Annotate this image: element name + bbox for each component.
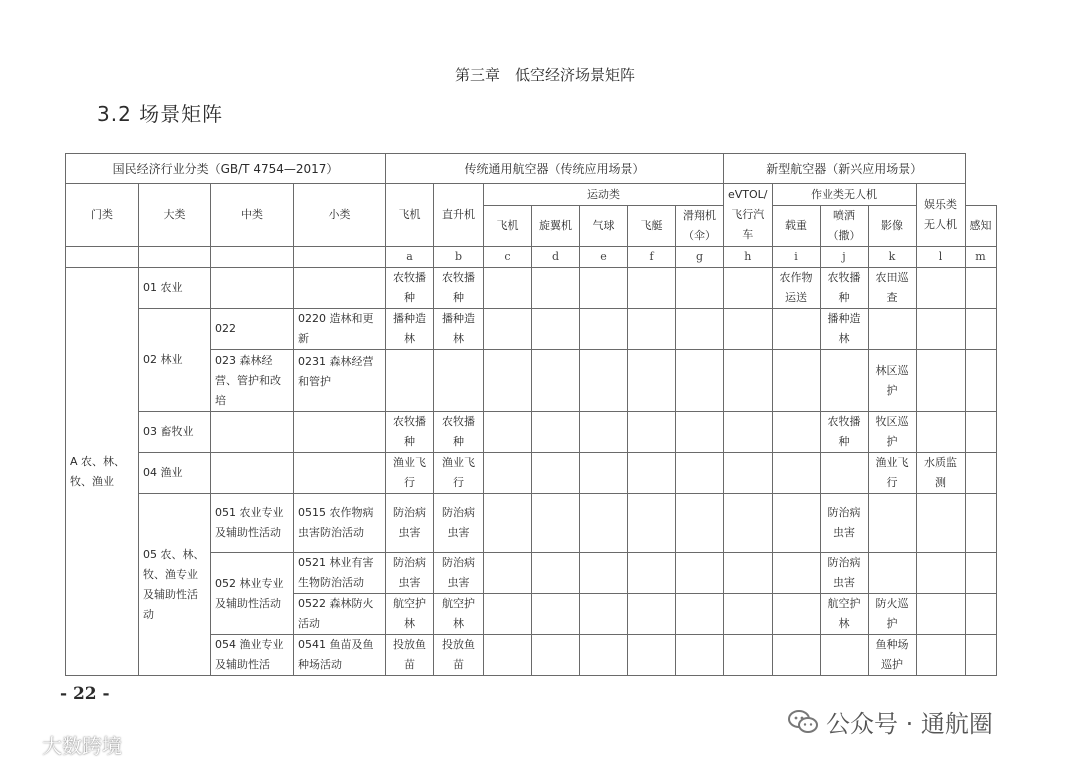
cell-a: 航空护林 [386, 594, 434, 635]
col-plane: 飞机 [386, 184, 434, 247]
cell-k: 防火巡护 [868, 594, 916, 635]
cell-b: 渔业飞行 [434, 453, 484, 494]
cell-j: 航空护林 [820, 594, 868, 635]
zhong-cell: 022 [211, 309, 294, 350]
code-e: e [580, 247, 628, 268]
watermark [10, 730, 122, 759]
code-j: j [820, 247, 868, 268]
col-xiao: 小类 [294, 184, 386, 247]
table-row [66, 309, 997, 350]
cell-j: 播种造林 [820, 309, 868, 350]
header-row-2 [66, 184, 997, 206]
col-s-plane: 飞机 [484, 206, 532, 247]
cell-a: 防治病虫害 [386, 494, 434, 553]
col-sense: 感知 [965, 206, 996, 247]
col-men: 门类 [66, 184, 139, 247]
table-row [66, 412, 997, 453]
code-l: l [916, 247, 965, 268]
xiao-cell: 0541 鱼苗及鱼种场活动 [294, 635, 386, 676]
cell-l: 水质监测 [916, 453, 965, 494]
cell-k: 林区巡护 [868, 350, 916, 412]
sport-header: 运动类 [484, 184, 724, 206]
code-i: i [772, 247, 820, 268]
cell-j: 农牧播种 [820, 412, 868, 453]
da-cell: 05 农、林、牧、渔专业及辅助性活动 [139, 494, 211, 676]
cell-k: 渔业飞行 [868, 453, 916, 494]
code-b: b [434, 247, 484, 268]
work-drone-header: 作业类无人机 [772, 184, 916, 206]
weibo-icon [10, 732, 38, 757]
cell-a: 投放鱼苗 [386, 635, 434, 676]
table-row [66, 494, 997, 553]
code-f: f [628, 247, 676, 268]
scenario-matrix-table [65, 153, 997, 676]
cell-b: 农牧播种 [434, 412, 484, 453]
cell-b: 农牧播种 [434, 268, 484, 309]
col-airship: 飞艇 [628, 206, 676, 247]
xiao-cell: 0231 森林经营和管护 [294, 350, 386, 412]
zhong-cell: 052 林业专业及辅助性活动 [211, 553, 294, 635]
da-cell: 04 渔业 [139, 453, 211, 494]
traditional-header: 传统通用航空器（传统应用场景） [386, 154, 724, 184]
col-balloon: 气球 [580, 206, 628, 247]
chapter-title: 第三章 低空经济场景矩阵 [454, 66, 635, 84]
cell-j: 防治病虫害 [820, 494, 868, 553]
zhong-cell: 023 森林经营、管护和改培 [211, 350, 294, 412]
col-spray: 喷洒（撒） [820, 206, 868, 247]
section-title: 3.2 场景矩阵 [97, 102, 224, 126]
zhong-cell: 051 农业专业及辅助性活动 [211, 494, 294, 553]
code-k: k [868, 247, 916, 268]
watermark-text: 大数跨境 [42, 734, 122, 758]
cell-b: 航空护林 [434, 594, 484, 635]
col-evtol: eVTOL/飞行汽车 [724, 184, 773, 247]
col-heli: 直升机 [434, 184, 484, 247]
cell-b: 投放鱼苗 [434, 635, 484, 676]
col-zhong: 中类 [211, 184, 294, 247]
table-row [66, 453, 997, 494]
col-image: 影像 [868, 206, 916, 247]
col-carry: 载重 [772, 206, 820, 247]
xiao-cell: 0220 造林和更新 [294, 309, 386, 350]
wechat-icon [788, 709, 818, 735]
cell-a: 农牧播种 [386, 268, 434, 309]
cell-b: 播种造林 [434, 309, 484, 350]
code-g: g [676, 247, 724, 268]
new-header: 新型航空器（新兴应用场景） [724, 154, 966, 184]
da-cell: 01 农业 [139, 268, 211, 309]
account-name: 公众号 · 通航圈 [826, 710, 993, 738]
category-cell: A 农、林、牧、渔业 [66, 268, 139, 676]
cell-b: 防治病虫害 [434, 553, 484, 594]
cell-k: 牧区巡护 [868, 412, 916, 453]
header-row-1 [66, 154, 997, 184]
wechat-account-badge [788, 704, 993, 739]
col-da: 大类 [139, 184, 211, 247]
xiao-cell: 0515 农作物病虫害防治活动 [294, 494, 386, 553]
zhong-cell: 054 渔业专业及辅助性活 [211, 635, 294, 676]
cell-j: 农牧播种 [820, 268, 868, 309]
page-number: - 22 - [60, 684, 110, 704]
da-cell: 02 林业 [139, 309, 211, 412]
cell-a: 播种造林 [386, 309, 434, 350]
cell-i: 农作物运送 [772, 268, 820, 309]
cell-a: 防治病虫害 [386, 553, 434, 594]
table-row [66, 268, 997, 309]
code-a: a [386, 247, 434, 268]
col-glider: 滑翔机（伞） [676, 206, 724, 247]
code-h: h [724, 247, 773, 268]
col-ent-drone: 娱乐类无人机 [916, 184, 965, 247]
col-rotor: 旋翼机 [532, 206, 580, 247]
xiao-cell: 0522 森林防火活动 [294, 594, 386, 635]
xiao-cell: 0521 林业有害生物防治活动 [294, 553, 386, 594]
industry-header: 国民经济行业分类（GB/T 4754—2017） [66, 154, 386, 184]
cell-a: 渔业飞行 [386, 453, 434, 494]
cell-k: 鱼种场巡护 [868, 635, 916, 676]
code-d: d [532, 247, 580, 268]
cell-b: 防治病虫害 [434, 494, 484, 553]
code-row [66, 247, 997, 268]
da-cell: 03 畜牧业 [139, 412, 211, 453]
cell-j: 防治病虫害 [820, 553, 868, 594]
cell-k: 农田巡查 [868, 268, 916, 309]
cell-a: 农牧播种 [386, 412, 434, 453]
code-c: c [484, 247, 532, 268]
code-m: m [965, 247, 996, 268]
